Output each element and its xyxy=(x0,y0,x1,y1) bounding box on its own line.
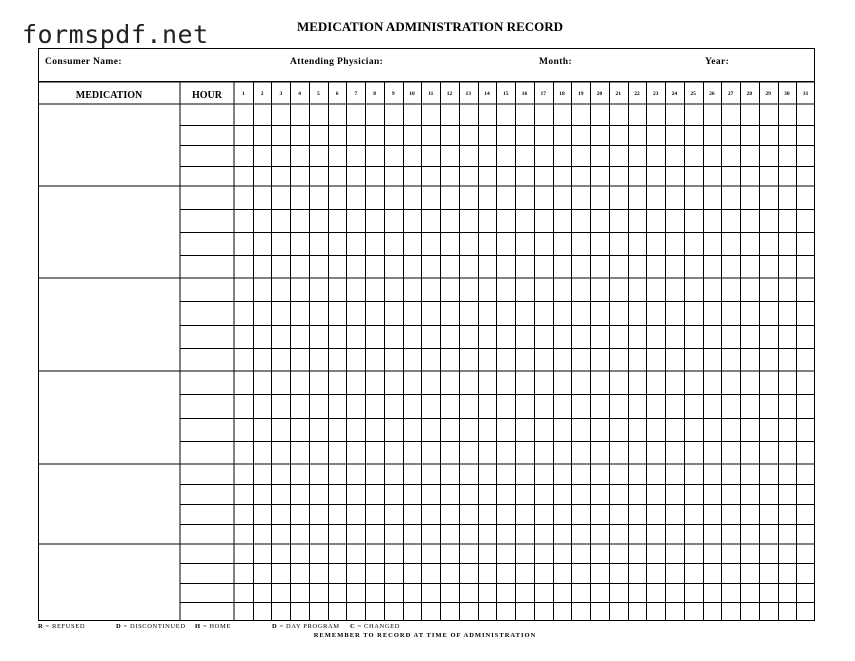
column-header-day: 4 xyxy=(298,91,301,97)
column-header-day: 2 xyxy=(260,91,264,97)
column-header-day: 6 xyxy=(335,91,339,97)
column-header-day: 5 xyxy=(316,91,320,97)
column-header-day: 21 xyxy=(615,91,621,97)
column-header-medication: MEDICATION xyxy=(75,90,143,101)
watermark: formspdf.net xyxy=(22,20,209,49)
column-header-day: 23 xyxy=(652,91,659,97)
legend-discontinued: D = DISCONTINUED xyxy=(116,623,186,630)
column-header-day: 12 xyxy=(446,91,453,97)
column-header-day: 10 xyxy=(409,91,415,97)
column-header-day: 7 xyxy=(354,91,358,97)
legend-refused: R = REFUSED xyxy=(38,623,86,630)
column-header-day: 18 xyxy=(559,91,565,97)
legend-home: H = HOME xyxy=(195,623,231,630)
column-header-day: 16 xyxy=(521,91,528,97)
column-header-day: 31 xyxy=(802,91,809,97)
consumer-name-label: Consumer Name: xyxy=(45,57,122,67)
column-header-day: 19 xyxy=(577,91,584,97)
column-header-day: 13 xyxy=(465,91,472,97)
column-header-day: 17 xyxy=(540,91,546,97)
column-header-day: 3 xyxy=(279,91,283,97)
column-header-day: 27 xyxy=(727,91,734,97)
column-header-day: 26 xyxy=(709,91,715,97)
column-header-day: 30 xyxy=(784,91,790,97)
year-label: Year: xyxy=(705,57,730,67)
column-header-day: 29 xyxy=(765,91,771,97)
column-header-day: 9 xyxy=(391,91,395,97)
column-header-day: 28 xyxy=(746,91,753,97)
column-header-day: 24 xyxy=(671,91,678,97)
column-header-day: 25 xyxy=(690,91,696,97)
reminder-note: REMEMBER TO RECORD AT TIME OF ADMINISTRATION xyxy=(313,632,537,639)
month-label: Month: xyxy=(539,57,573,67)
column-header-day: 20 xyxy=(596,91,603,97)
column-header-hour: HOUR xyxy=(192,90,222,101)
page-title: MEDICATION ADMINISTRATION RECORD xyxy=(296,19,564,34)
column-header-day: 1 xyxy=(241,91,245,97)
legend-day-program: D = DAY PROGRAM xyxy=(272,623,340,630)
column-header-day: 14 xyxy=(484,91,490,97)
column-header-day: 15 xyxy=(503,91,509,97)
legend-changed: C = CHANGED xyxy=(350,623,400,630)
column-header-day: 11 xyxy=(428,91,434,97)
column-header-day: 8 xyxy=(373,91,376,97)
column-header-day: 22 xyxy=(634,91,640,97)
attending-physician-label: Attending Physician: xyxy=(290,57,384,67)
